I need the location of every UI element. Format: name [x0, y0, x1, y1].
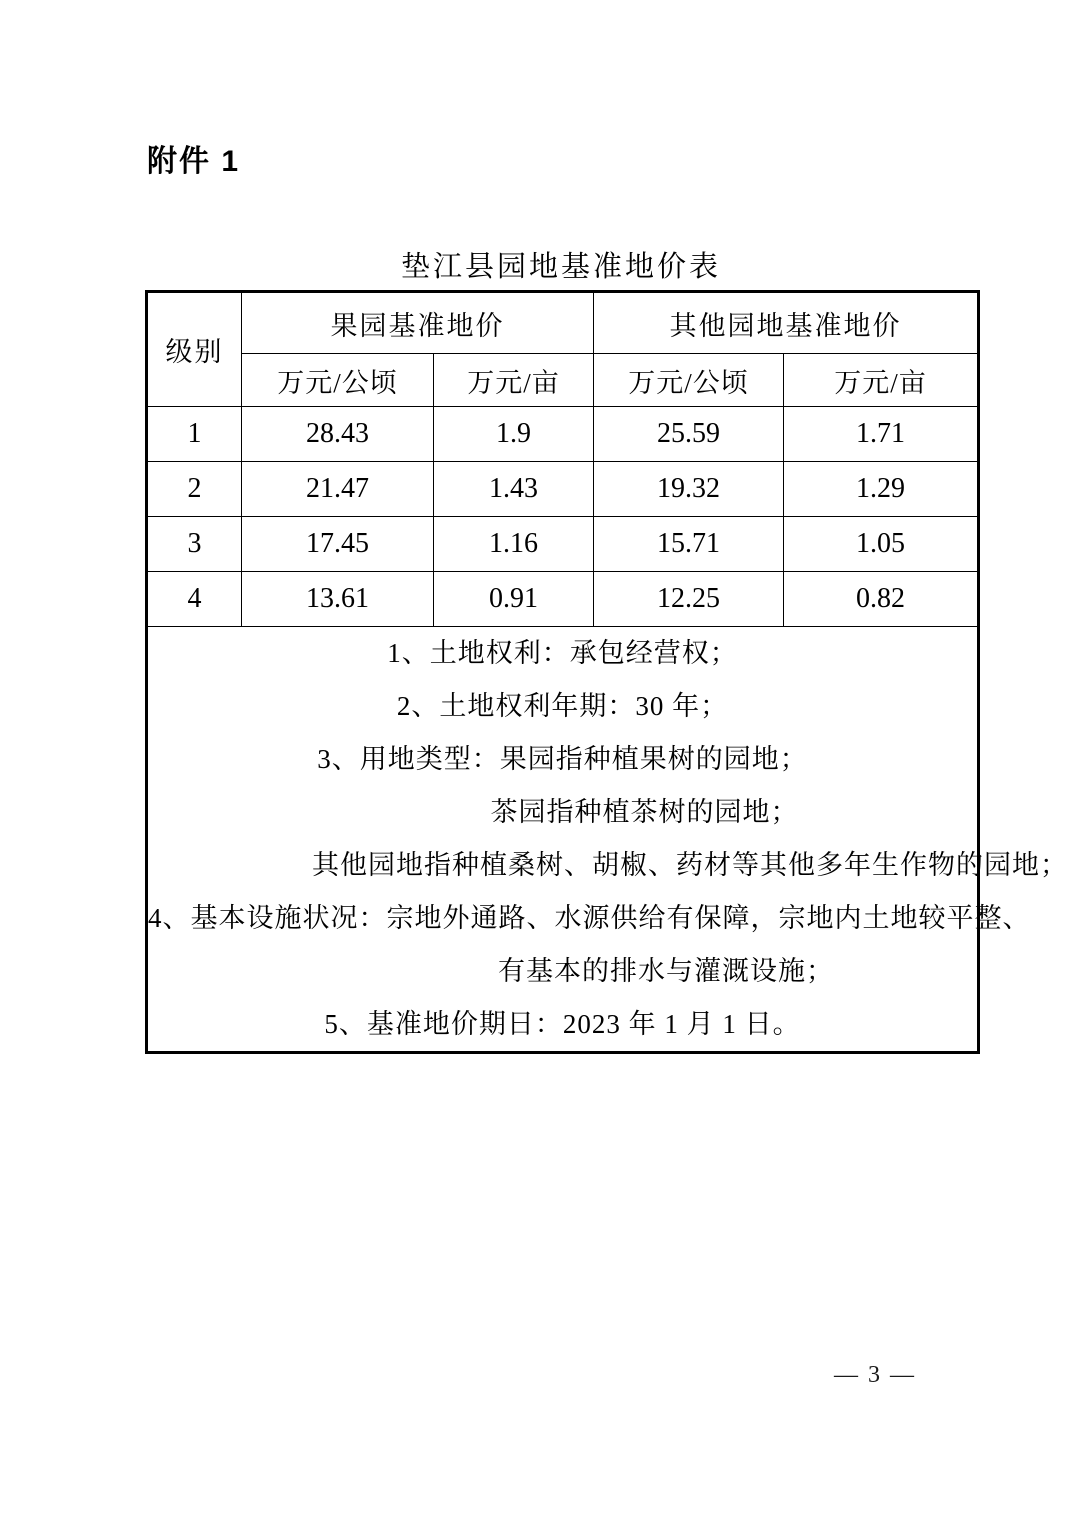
cell-other-mu: 1.05	[784, 517, 979, 572]
attachment-label: 附件 1	[147, 145, 241, 178]
header-other-per-mu: 万元/亩	[784, 354, 979, 407]
note-tea-garden: 茶园指种植茶树的园地；	[490, 797, 799, 827]
notes-cell	[147, 627, 1068, 1053]
table-header-row-groups	[147, 292, 979, 354]
cell-orchard-mu: 1.9	[434, 407, 594, 462]
header-orchard-per-mu: 万元/亩	[434, 354, 594, 407]
cell-level: 1	[147, 407, 242, 462]
header-level: 级别	[147, 292, 242, 407]
cell-orchard-hectare: 13.61	[242, 572, 434, 627]
header-orchard-group: 果园基准地价	[242, 292, 594, 354]
cell-other-hectare: 15.71	[594, 517, 784, 572]
note-land-use-type: 3、用地类型：果园指种植果树的园地；	[317, 744, 808, 774]
page-number: — 3 —	[834, 1362, 916, 1388]
table-row	[147, 572, 979, 627]
cell-other-hectare: 12.25	[594, 572, 784, 627]
header-other-per-hectare: 万元/公顷	[594, 354, 784, 407]
cell-orchard-hectare: 17.45	[242, 517, 434, 572]
cell-other-hectare: 19.32	[594, 462, 784, 517]
cell-level: 2	[147, 462, 242, 517]
note-infrastructure: 4、基本设施状况：宗地外通路、水源供给有保障，宗地内土地较平整、	[148, 903, 1031, 933]
cell-orchard-mu: 1.16	[434, 517, 594, 572]
benchmark-price-table	[145, 290, 1068, 1054]
note-valuation-date: 5、基准地价期日：2023 年 1 月 1 日。	[324, 1009, 801, 1039]
cell-other-mu: 1.71	[784, 407, 979, 462]
table-row	[147, 407, 979, 462]
cell-orchard-hectare: 21.47	[242, 462, 434, 517]
table-row	[147, 462, 979, 517]
cell-other-hectare: 25.59	[594, 407, 784, 462]
header-other-garden-group: 其他园地基准地价	[594, 292, 979, 354]
table-notes-row	[147, 627, 979, 1053]
header-orchard-per-hectare: 万元/公顷	[242, 354, 434, 407]
cell-orchard-mu: 1.43	[434, 462, 594, 517]
note-other-garden: 其他园地指种植桑树、胡椒、药材等其他多年生作物的园地；	[312, 850, 1068, 880]
cell-other-mu: 1.29	[784, 462, 979, 517]
table-header-row-units	[147, 354, 979, 407]
table-row	[147, 517, 979, 572]
cell-level: 3	[147, 517, 242, 572]
table-title: 垫江县园地基准地价表	[400, 251, 721, 283]
cell-level: 4	[147, 572, 242, 627]
cell-other-mu: 0.82	[784, 572, 979, 627]
note-land-rights: 1、土地权利：承包经营权；	[387, 638, 738, 668]
note-infrastructure-cont: 有基本的排水与灌溉设施；	[498, 956, 834, 986]
cell-orchard-mu: 0.91	[434, 572, 594, 627]
note-tenure-term: 2、土地权利年期：30 年；	[396, 691, 729, 721]
cell-orchard-hectare: 28.43	[242, 407, 434, 462]
